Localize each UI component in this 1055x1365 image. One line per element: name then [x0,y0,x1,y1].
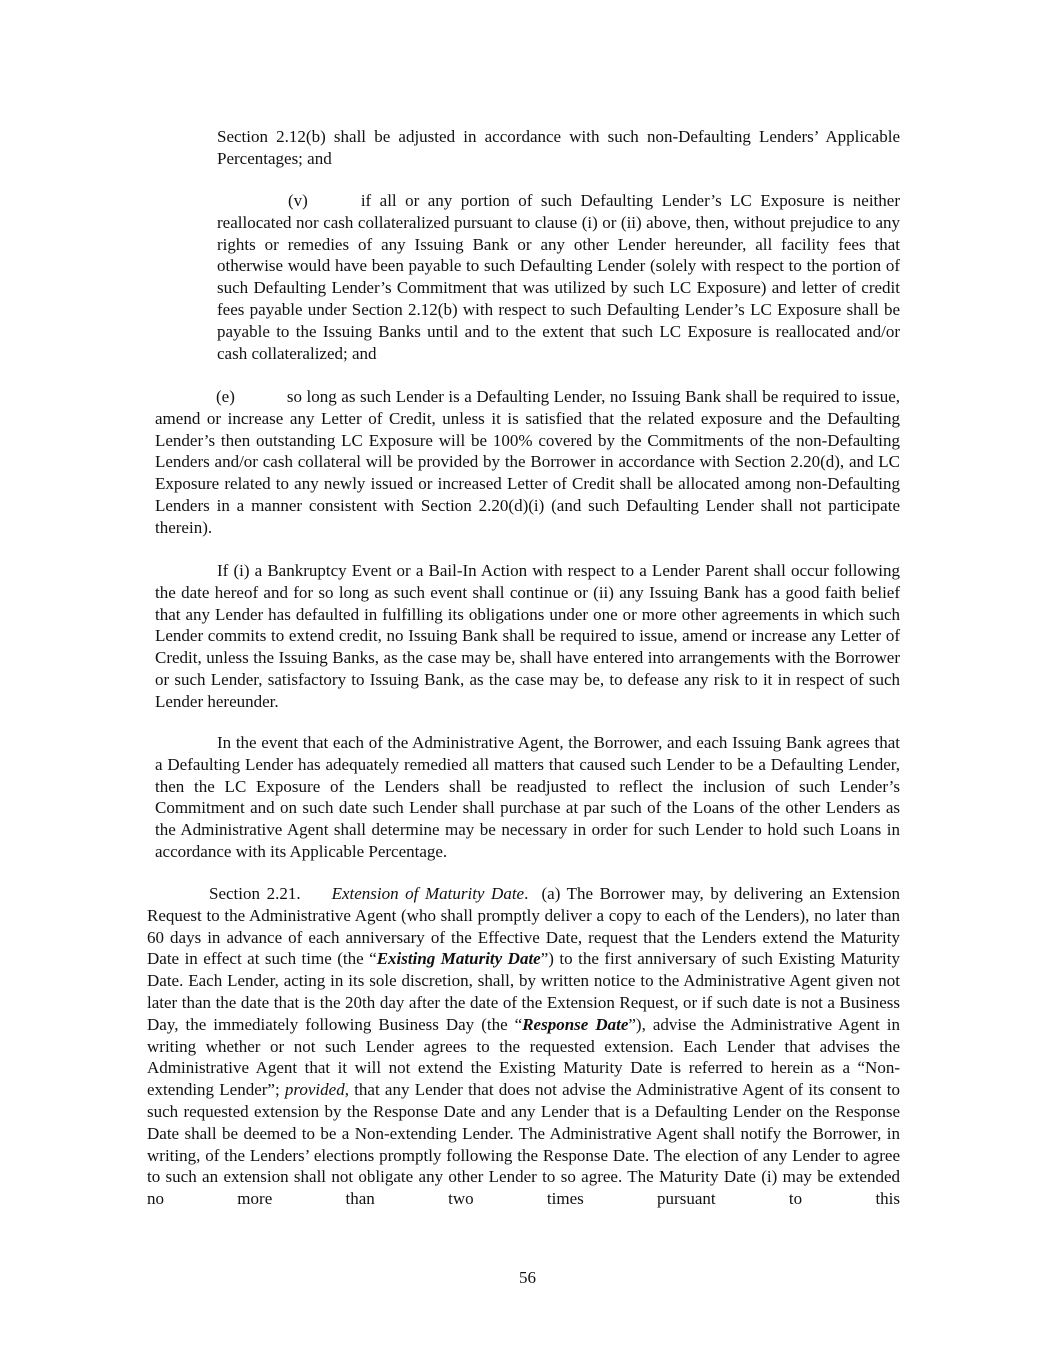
defined-term-existing-maturity-date: Existing Maturity Date [376,949,541,969]
paragraph-text: If (i) a Bankruptcy Event or a Bail-In Action with respect to a Lender Parent shall occur following the date hereof and for so long as such event shall continue or (ii) any Issuing Bank has a good faith belief that any Lender has defaulted in fulfilling its obligations under one or more other agreements in which such Lender commits to extend credit, no Issuing Bank shall be required to issue, amend or increase any Letter of Credit, unless the Issuing Banks, as the case may be, shall have entered into arrangements with the Borrower or such Lender, satisfactory to Issuing Bank, as the case may be, to defease any risk to it in respect of such Lender hereunder. [155,561,900,711]
section-title-end: . [524,884,529,903]
paragraph-clause-e [155,386,900,539]
section-text-b: ”) to the first anniversary of such Existing Maturity Date. Each Lender, acting in its sole discretion, shall, by written notice to the Administrative Agent given not later than the date that is the 20th day after the date of the Extension Request, or if such date is not a Business Day, the immediately following Business Day (the “ [147,949,900,1034]
section-text-d: , that any Lender that does not advise the Administrative Agent of its consent to such requested extension by the Response Date and any Lender that is a Defaulting Lender on the Response Date shall be deemed to be a Non-extending Lender. The Administrative Agent shall notify the Borrower, in writing, of the Lenders’ elections promptly following the Response Date. The election of any Lender to agree to such an extension shall not obligate any other Lender to so agree. The Maturity Date (i) may be extended no more than two times pursuant to this [147,1080,900,1209]
section-text-c: ”), advise the Administrative Agent in writing whether or not such Lender agrees to the requested extension. Each Lender that advises the Administrative Agent that it will not extend the Existing Maturity Date is referred to herein as a “Non-extending Lender”; [147,1014,901,1100]
clause-v-text: if all or any portion of such Defaulting Lender’s LC Exposure is neither reallocated nor cash collateralized pursuant to clause (i) or (ii) above, then, without prejudice to any rights or remedies of any Issuing Bank or any other Lender hereunder, all facility fees that otherwise would have been payable to such Defaulting Lender (solely with respect to the portion of such Defaulting Lender’s Commitment that was utilized by such LC Exposure) and letter of credit fees payable under Section 2.12(b) with respect to such Defaulting Lender’s LC Exposure shall be payable to the Issuing Banks until and to the extent that such LC Exposure is reallocated and/or cash collateralized; and [217,191,900,363]
paragraph-text: Section 2.12(b) shall be adjusted in accordance with such non-Defaulting Lenders’ Applicable Percentages; and [217,127,900,168]
paragraph-section-2-12b-continuation [217,126,900,170]
clause-label-e: (e) [216,387,235,406]
section-title: Extension of Maturity Date [331,884,525,903]
paragraph-section-2-21 [147,883,900,1210]
defined-term-response-date: Response Date [522,1014,629,1034]
section-text-a: (a) The Borrower may, by delivering an Extension Request to the Administrative Agent (who shall promptly deliver a copy to each of the Lenders), no later than 60 days in advance of each anniversary of the Effective Date, request that the Lenders extend the Maturity Date in effect at such time (the “ [147,884,901,969]
paragraph-clause-v [217,190,900,364]
clause-label-v: (v) [288,191,308,210]
paragraph-text: In the event that each of the Administrative Agent, the Borrower, and each Issuing Bank agrees that a Defaulting Lender has adequately remedied all matters that caused such Lender to be a Defaulting Lender, then the LC Exposure of the Lenders shall be readjusted to reflect the inclusion of such Lender’s Commitment and on such date such Lender shall purchase at par such of the Loans of the other Lenders as the Administrative Agent shall determine may be necessary in order for such Lender to hold such Loans in accordance with its Applicable Percentage. [155,733,900,861]
clause-e-text: so long as such Lender is a Defaulting Lender, no Issuing Bank shall be required to issue, amend or increase any Letter of Credit, unless it is satisfied that the related exposure and the Defaulting Lender’s then outstanding LC Exposure will be 100% covered by the Commitments of the non-Defaulting Lenders and/or cash collateral will be provided by the Borrower in accordance with Section 2.20(d), and LC Exposure related to any newly issued or increased Letter of Credit shall be allocated among non-Defaulting Lenders in a manner consistent with Section 2.20(d)(i) (and such Defaulting Lender shall not participate therein). [155,387,900,537]
paragraph-remedied-defaulting-lender [155,732,900,863]
provided-term: provided [284,1080,345,1100]
paragraph-bankruptcy-event [155,560,900,713]
page-number: 56 [519,1268,536,1287]
section-number: Section 2.21. [209,884,301,903]
